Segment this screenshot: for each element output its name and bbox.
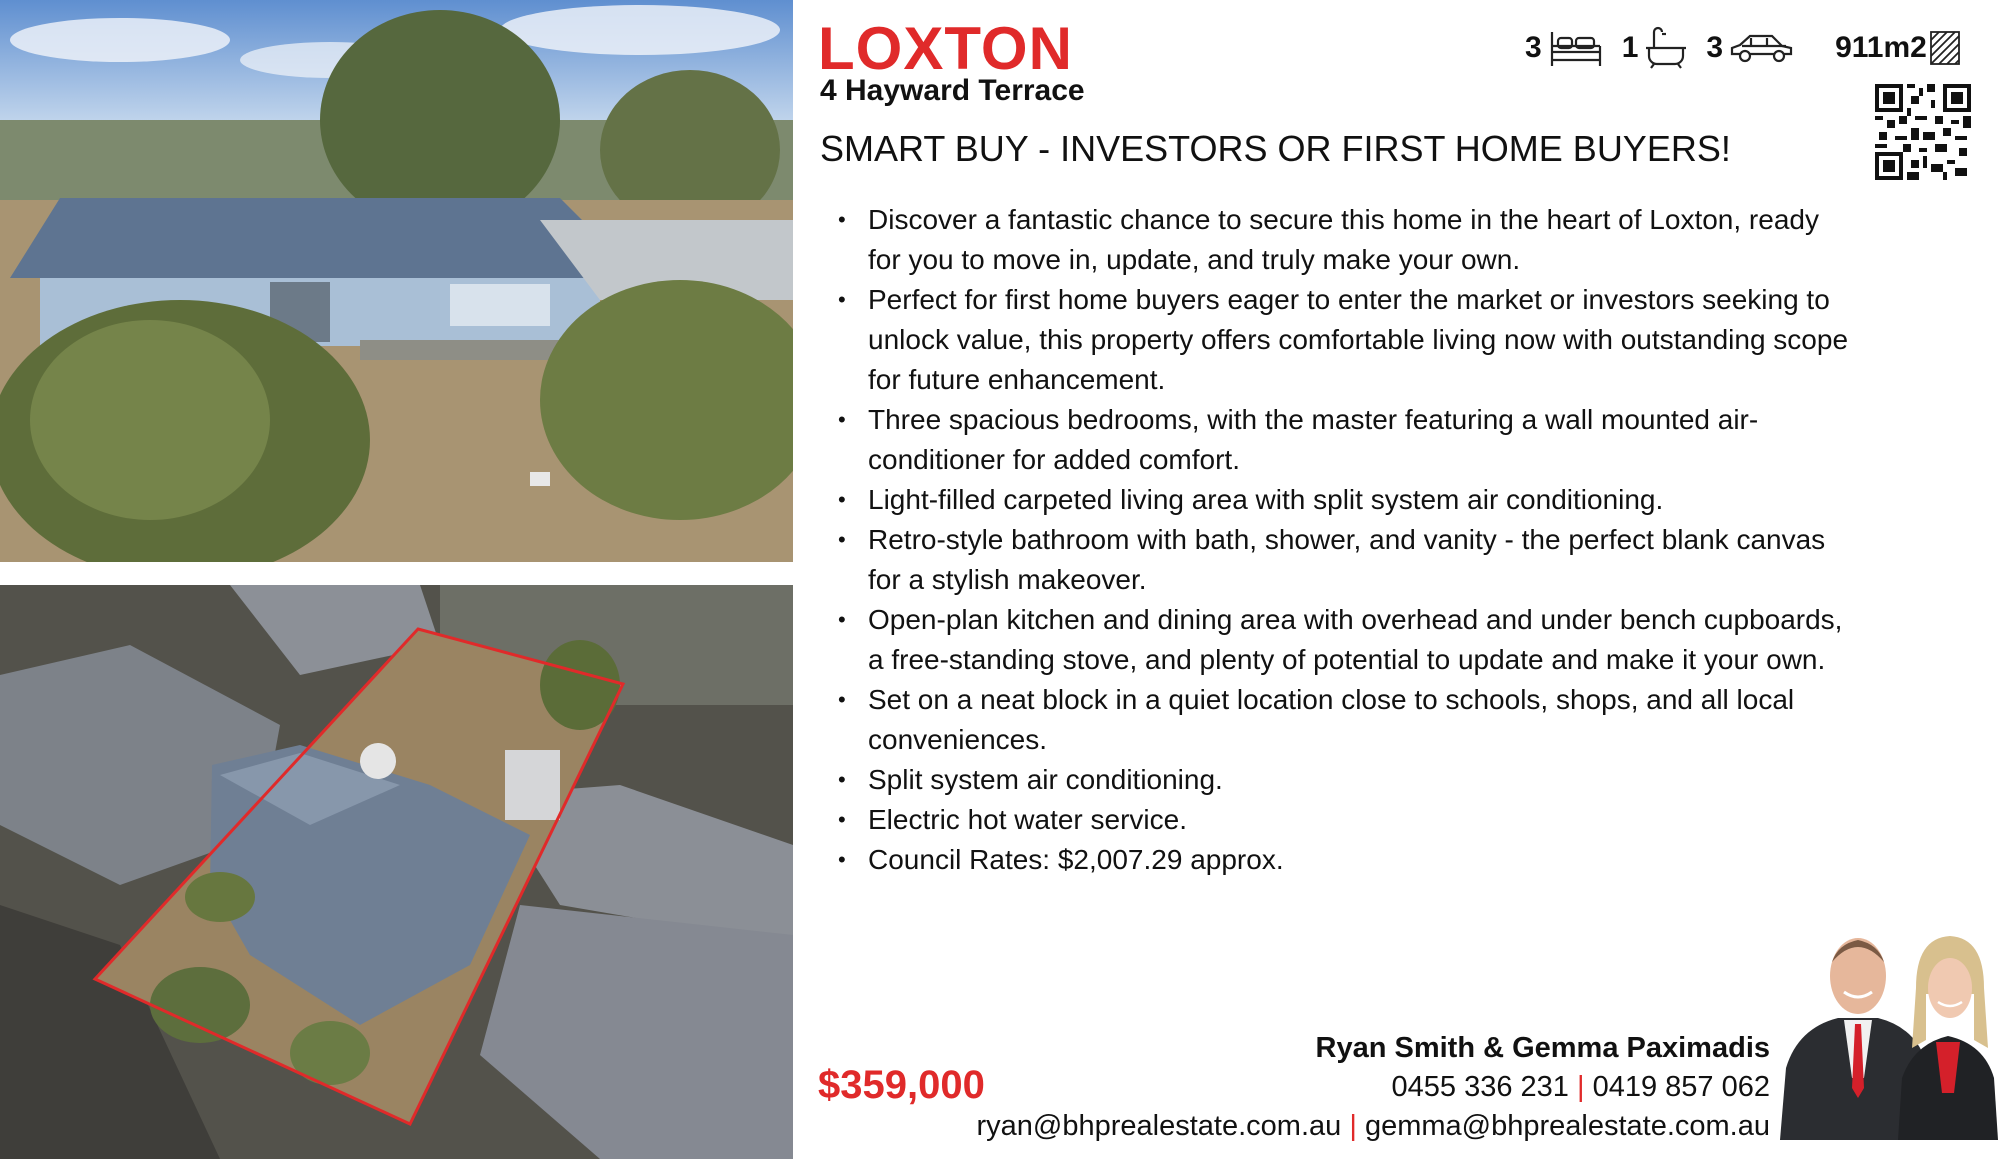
phone-link-ryan[interactable]: 0455 336 231 [1391, 1071, 1569, 1103]
price: $359,000 [818, 1063, 985, 1107]
separator: | [1349, 1110, 1357, 1142]
list-item: • Retro-style bathroom with bath, shower, and vanity - the perfect blank canvas for a stylish makeover. [868, 520, 1858, 600]
list-item: • Set on a neat block in a quiet location close to schools, shops, and all local conveniences. [868, 680, 1858, 760]
list-item: • Light-filled carpeted living area with split system air conditioning. [868, 480, 1858, 520]
list-item: • Split system air conditioning. [868, 760, 1858, 800]
land-size: 911m2 [1835, 31, 1927, 64]
suburb-title: LOXTON [818, 15, 1073, 82]
car-icon [1729, 28, 1795, 68]
listing-headline: SMART BUY - INVESTORS OR FIRST HOME BUYERS! [820, 128, 1731, 169]
list-item: • Open-plan kitchen and dining area with overhead and under bench cupboards, a free-standing stove, and plenty of potential to update and make it your own. [868, 600, 1858, 680]
bath-icon [1644, 26, 1688, 70]
property-features [1525, 26, 1961, 70]
bathroom-count: 1 [1621, 31, 1639, 64]
qr-code[interactable] [1875, 84, 1971, 180]
street-address: 4 Hayward Terrace [820, 74, 1085, 107]
list-item: • Three spacious bedrooms, with the master featuring a wall mounted air-conditioner for added comfort. [868, 400, 1858, 480]
bed-icon [1548, 26, 1604, 70]
bedroom-count: 3 [1525, 31, 1542, 64]
agent-photo [1778, 918, 2000, 1140]
list-item: • Discover a fantastic chance to secure this home in the heart of Loxton, ready for you to move in, update, and truly make your own. [868, 200, 1858, 280]
list-item: • Council Rates: $2,007.29 approx. [868, 840, 1858, 880]
list-item: • Perfect for first home buyers eager to enter the market or investors seeking to unlock value, this property offers comfortable living now with outstanding scope for future enhancement. [868, 280, 1858, 400]
agent-names: Ryan Smith & Gemma Paximadis [1315, 1032, 1770, 1064]
agent-phones [977, 1068, 1770, 1107]
aerial-photo [0, 585, 793, 1159]
separator: | [1576, 1071, 1585, 1103]
list-item: • Electric hot water service. [868, 800, 1858, 840]
email-link-ryan[interactable]: ryan@bhprealestate.com.au [976, 1110, 1342, 1142]
phone-link-gemma[interactable]: 0419 857 062 [1592, 1071, 1770, 1103]
land-size-icon [1929, 30, 1961, 66]
house-front-photo [0, 0, 793, 562]
car-space-count: 3 [1706, 31, 1724, 64]
agent-contacts [977, 1029, 1770, 1146]
email-link-gemma[interactable]: gemma@bhprealestate.com.au [1364, 1110, 1770, 1142]
agent-emails [977, 1107, 1770, 1146]
feature-list [818, 200, 1858, 880]
